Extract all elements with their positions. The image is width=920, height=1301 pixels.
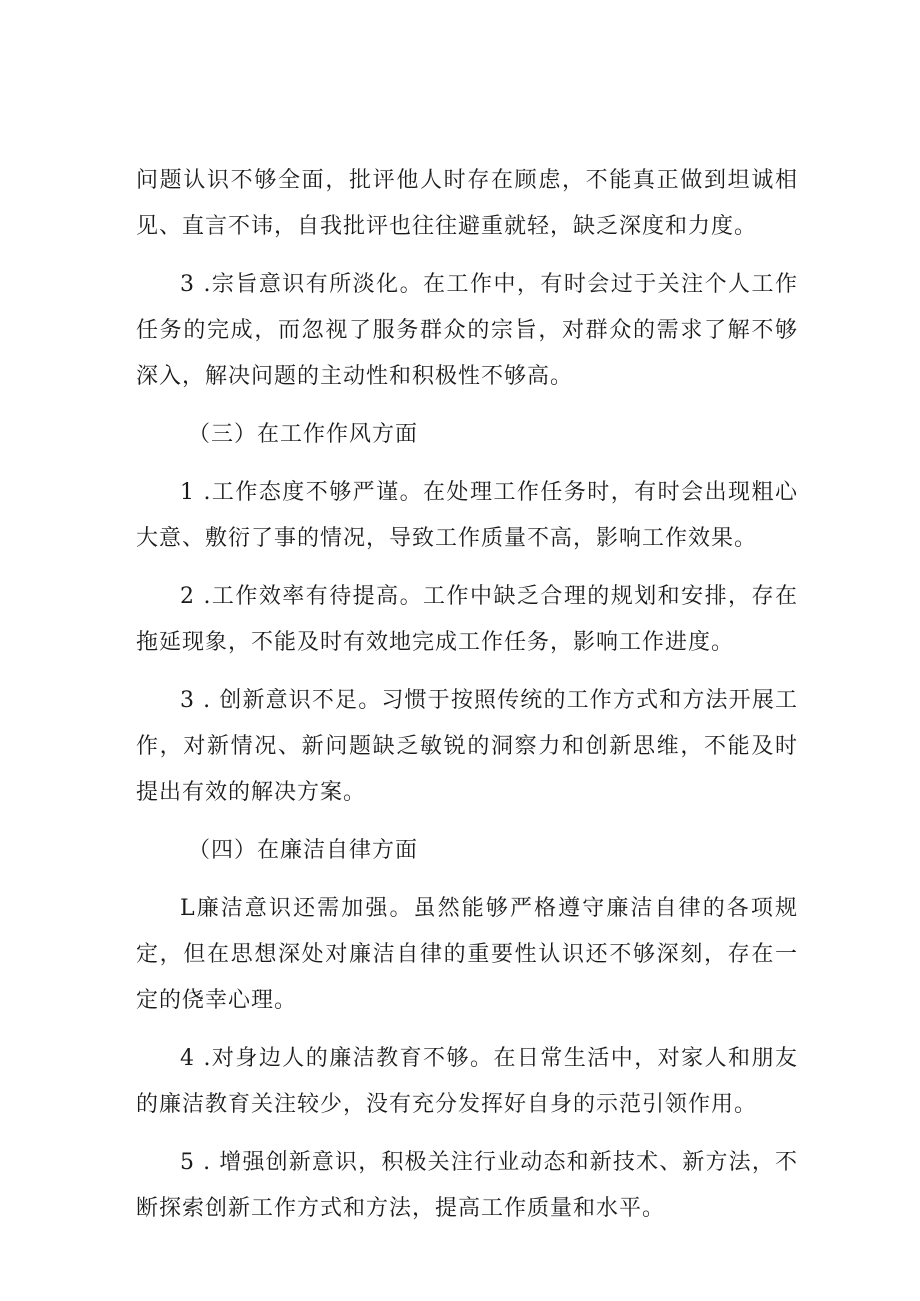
section-heading-integrity: （四）在廉洁自律方面 (188, 838, 419, 863)
document-body (136, 158, 798, 1232)
paragraph-criticism: 问题认识不够全面，批评他人时存在顾虑，不能真正做到坦诚相见、直言不讳，自我批评也往往避重就轻，缺乏深度和力度。 (136, 168, 798, 239)
paragraph-work-attitude: 1 .工作态度不够严谨。在处理工作任务时，有时会出现粗心大意、敷衍了事的情况，导致工作质量不高，影响工作效果。 (136, 480, 798, 551)
paragraph-work-efficiency: 2 .工作效率有待提高。工作中缺乏合理的规划和安排，存在拖延现象，不能及时有效地完成工作任务，影响工作进度。 (136, 584, 798, 655)
paragraph-integrity-education: 4 .对身边人的廉洁教育不够。在日常生活中，对家人和朋友的廉洁教育关注较少，没有充分发挥好自身的示范引领作用。 (136, 1046, 798, 1117)
paragraph-purpose-awareness: 3 .宗旨意识有所淡化。在工作中，有时会过于关注个人工作任务的完成，而忽视了服务群众的宗旨，对群众的需求了解不够深入，解决问题的主动性和积极性不够高。 (136, 272, 798, 389)
paragraph-integrity-awareness: L廉洁意识还需加强。虽然能够严格遵守廉洁自律的各项规定，但在思想深处对廉洁自律的重要性认识还不够深刻，存在一定的侥幸心理。 (136, 896, 798, 1013)
paragraph-enhance-innovation: 5 . 增强创新意识，积极关注行业动态和新技术、新方法，不断探索创新工作方式和方法，提高工作质量和水平。 (136, 1150, 798, 1221)
section-heading-work-style: （三）在工作作风方面 (188, 422, 419, 447)
paragraph-innovation: 3 . 创新意识不足。习惯于按照传统的工作方式和方法开展工作，对新情况、新问题缺乏敏锐的洞察力和创新思维，不能及时提出有效的解决方案。 (136, 688, 798, 805)
